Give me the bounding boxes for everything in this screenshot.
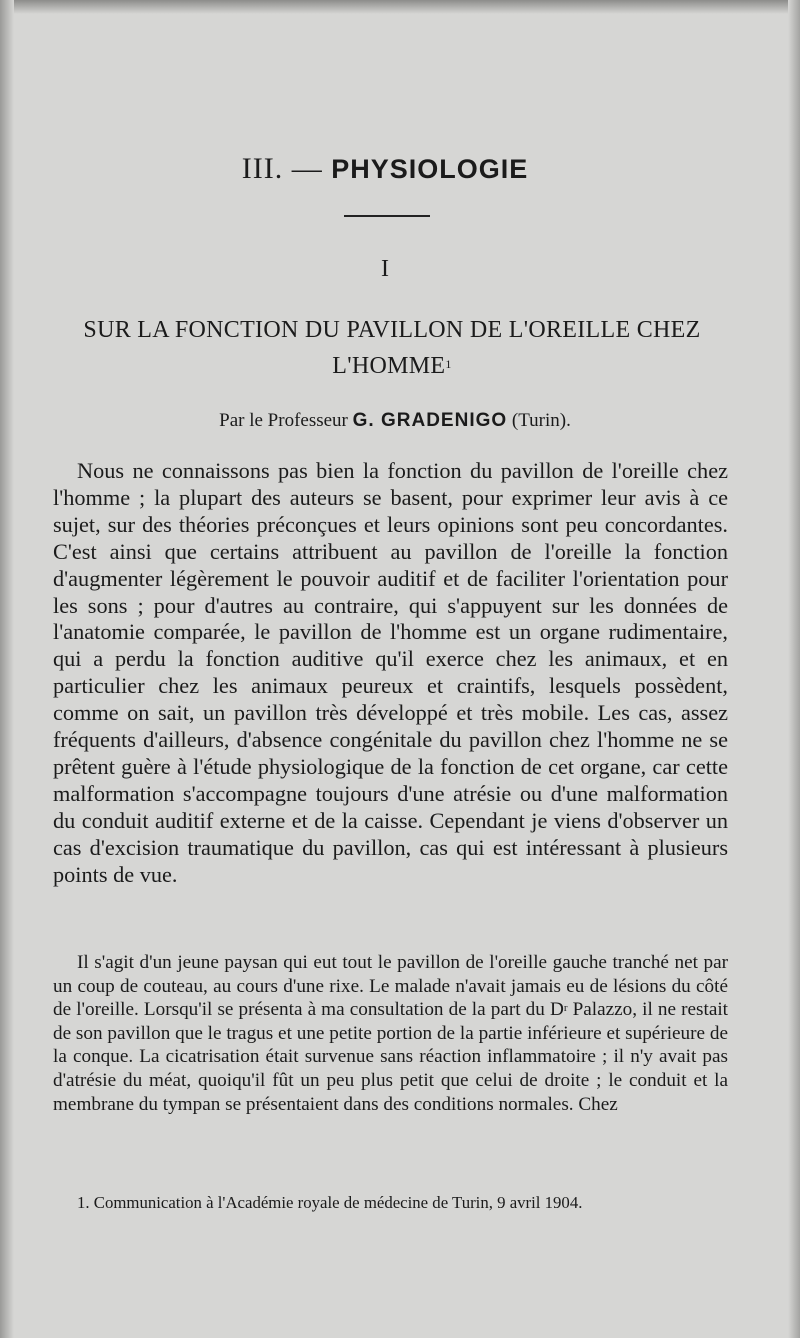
section-number: III. xyxy=(241,152,284,185)
body-paragraph-2 xyxy=(53,951,728,1116)
byline xyxy=(0,410,790,432)
article-title-word: L'HOMME xyxy=(332,353,446,379)
section-dash: — xyxy=(291,152,323,185)
doctor-abbrev-sup: r xyxy=(563,1002,568,1015)
byline-prefix: Par le Professeur xyxy=(219,410,348,431)
article-title-line-2 xyxy=(52,348,732,384)
article-numeral: I xyxy=(381,256,389,282)
body-paragraph-1: Nous ne connaissons pas bien la fonction du pavillon de l'oreille chez l'homme ; la plupart des auteurs se basent, pour exprimer leur avis à ce sujet, sur des théories préconçues et leurs opinions sont peu concordantes. C'est ainsi que certains attribuent au pavillon de l'oreille la fonction d'augmenter légèrement le pouvoir auditif et de faciliter l'orientation pour les sons ; pour d'autres au contraire, qui s'appuyent sur les données de l'anatomie comparée, le pavillon de l'homme est un organe rudimentaire, qui a perdu la fonction auditive qu'il exerce chez les animaux, et en particulier chez les animaux peureux et craintifs, lesquels possèdent, comme on sait, un pavillon très développé et très mobile. Les cas, assez fréquents d'ailleurs, d'absence congénitale du pavillon chez l'homme ne se prêtent guère à l'étude physiologique de la fonction de cet organe, car cette malformation s'accompagne toujours d'une atrésie ou d'une malformation du conduit auditif externe et de la caisse. Cependant je viens d'observer un cas d'excision traumatique du pavillon, cas qui est intéressant à plusieurs points de vue. xyxy=(53,458,728,887)
footnote: 1. Communication à l'Académie royale de médecine de Turin, 9 avril 1904. xyxy=(77,1193,583,1212)
byline-author: G. GRADENIGO xyxy=(352,410,508,431)
byline-place: (Turin). xyxy=(511,410,571,431)
heading-rule xyxy=(344,215,430,217)
footnote-reference: 1 xyxy=(445,357,452,371)
section-title: PHYSIOLOGIE xyxy=(331,154,529,184)
paragraph-2-text-b: Palazzo, il ne restait de son pavillon que le tragus et une petite portion de la partie inférieure et supérieure de la conque. La cicatrisation était survenue sans réaction inflammatoire ; il n'y avait pas d'atrésie du méat, quoiqu'il fût un peu plus petit que celui de droite ; le conduit et la membrane du tympan se présentaient dans des conditions normales. Chez xyxy=(53,999,728,1115)
paragraph-2-text-a: Il s'agit d'un jeune paysan qui eut tout le pavillon de l'oreille gauche tranché net par un coup de couteau, au cours d'une rixe. Le malade n'avait jamais eu de lésions du côté de l'oreille. Lorsqu'il se présenta à ma consultation de la part du D xyxy=(53,952,728,1021)
article-title-line-1: SUR LA FONCTION DU PAVILLON DE L'OREILLE CHEZ xyxy=(83,317,701,343)
article-title xyxy=(52,312,732,384)
section-heading xyxy=(0,152,770,186)
